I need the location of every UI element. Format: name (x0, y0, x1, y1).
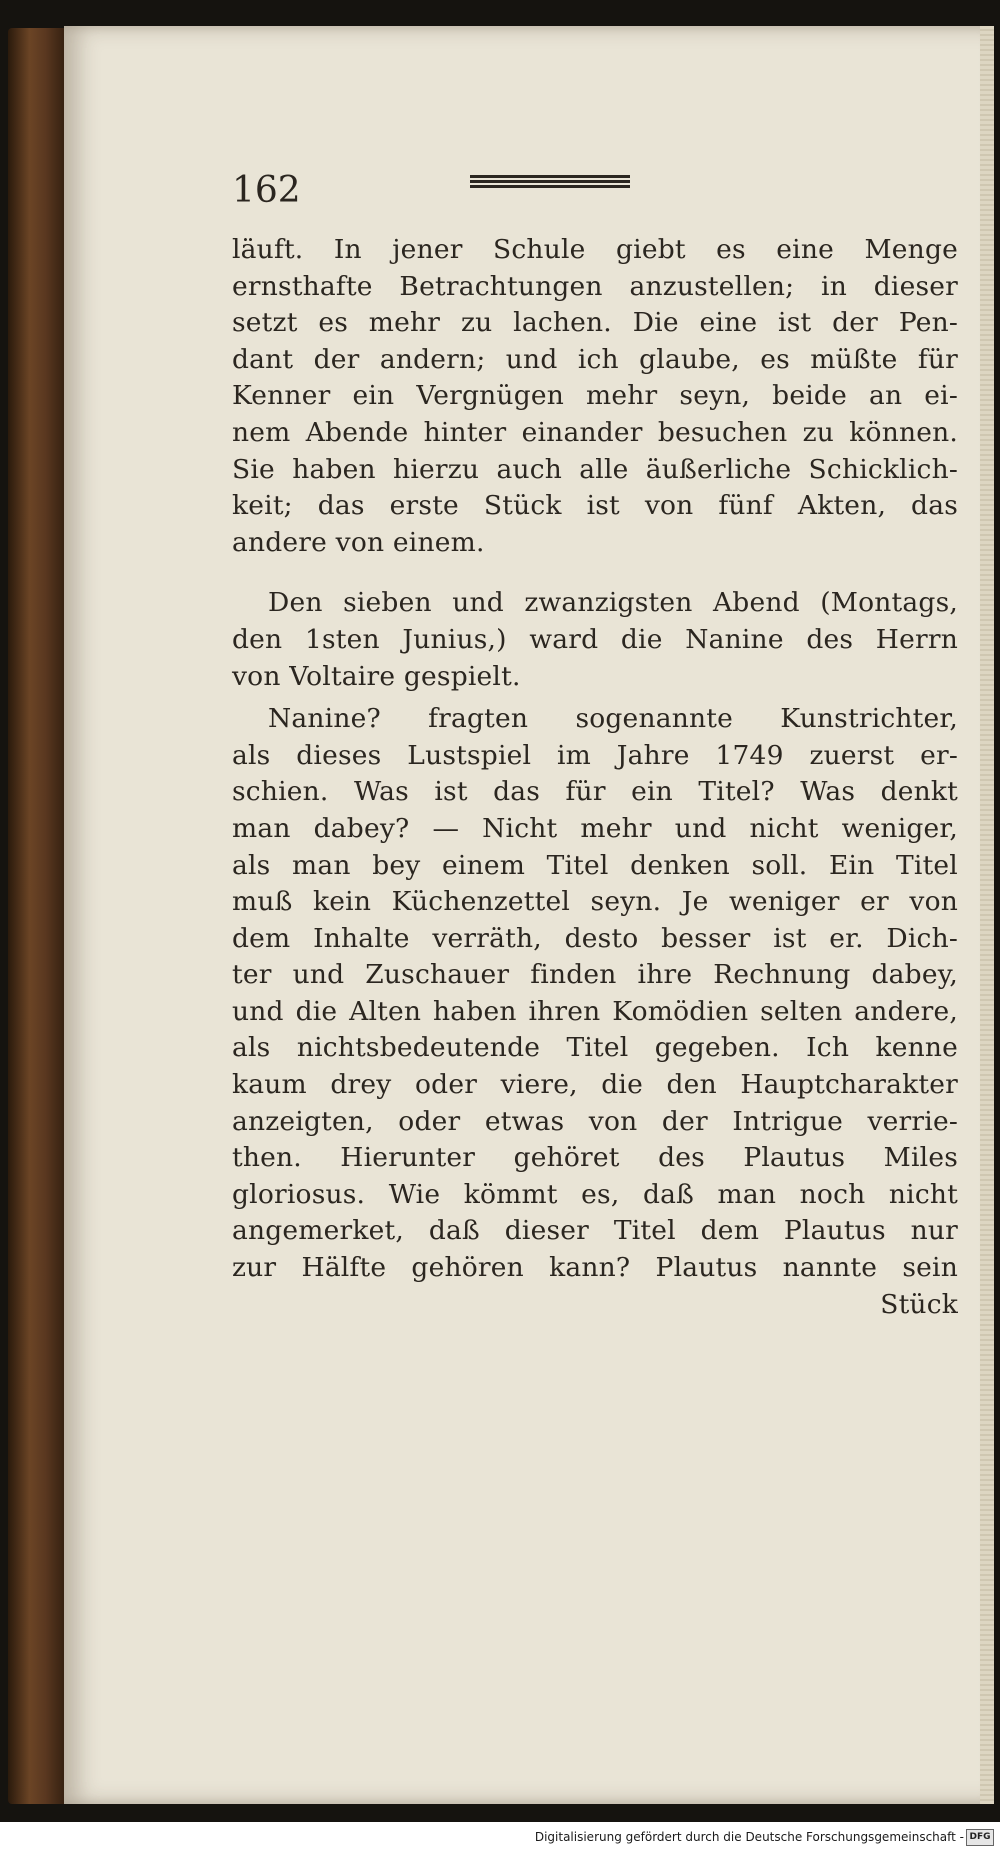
text-line: anzeigten, oder etwas von der Intrigue verrie- (232, 1105, 958, 1137)
text-line: kaum drey oder viere, die den Hauptcharakter (232, 1069, 958, 1101)
text-line: angemerket, daß dieser Titel dem Plautus nur (232, 1215, 958, 1247)
text-line: zur Hälfte gehören kann? Plautus nannte sein (232, 1252, 958, 1284)
text-line: dem Inhalte verräth, desto besser ist er. Dich- (232, 922, 958, 954)
text-line: schien. Was ist das für ein Titel? Was denkt (232, 776, 958, 808)
text-line: setzt es mehr zu lachen. Die eine ist der Pen- (232, 307, 958, 339)
text-line: dant der andern; und ich glaube, es müßte für (232, 343, 958, 375)
text-line: then. Hierunter gehöret des Plautus Miles (232, 1142, 958, 1174)
text-line: Nanine? fragten sogenannte Kunstrichter, (268, 703, 958, 735)
page-number: 162 (232, 170, 301, 211)
text-line: als nichtsbedeutende Titel gegeben. Ich kenne (232, 1032, 958, 1064)
dfg-logo: DFG (966, 1829, 994, 1846)
text-line: Sie haben hierzu auch alle äußerliche Schicklich- (232, 453, 958, 485)
text-line: den 1sten Junius,) ward die Nanine des Herrn (232, 623, 958, 655)
text-line: Kenner ein Vergnügen mehr seyn, beide an ei- (232, 380, 958, 412)
footer-bar (0, 1822, 1000, 1853)
text-line: ter und Zuschauer finden ihre Rechnung dabey, (232, 959, 958, 991)
text-line: und die Alten haben ihren Komödien selten andere, (232, 995, 958, 1027)
page-edge (980, 26, 994, 1804)
text-line: nem Abende hinter einander besuchen zu können. (232, 416, 958, 448)
book-spine (8, 28, 70, 1804)
text-line: als man bey einem Titel denken soll. Ein Titel (232, 849, 958, 881)
catchword: Stück (880, 1288, 958, 1320)
text-line: gloriosus. Wie kömmt es, daß man noch nicht (232, 1178, 958, 1210)
header-rule (470, 175, 630, 189)
text-line: als dieses Lustspiel im Jahre 1749 zuerst er- (232, 739, 958, 771)
text-line: läuft. In jener Schule giebt es eine Menge (232, 234, 958, 265)
text-line: Den sieben und zwanzigsten Abend (Montags, (268, 587, 958, 619)
body-text (232, 232, 958, 1323)
text-line: ernsthafte Betrachtungen anzustellen; in dieser (232, 270, 958, 302)
text-line: man dabey? — Nicht mehr und nicht weniger, (232, 812, 958, 844)
text-line: andere von einem. (232, 526, 485, 558)
text-line: muß kein Küchenzettel seyn. Je weniger er von (232, 886, 958, 918)
text-line: keit; das erste Stück ist von fünf Akten, das (232, 490, 958, 522)
text-line: von Voltaire gespielt. (232, 660, 521, 692)
footer-credit: Digitalisierung gefördert durch die Deutsche Forschungsgemeinschaft - (534, 1830, 964, 1844)
